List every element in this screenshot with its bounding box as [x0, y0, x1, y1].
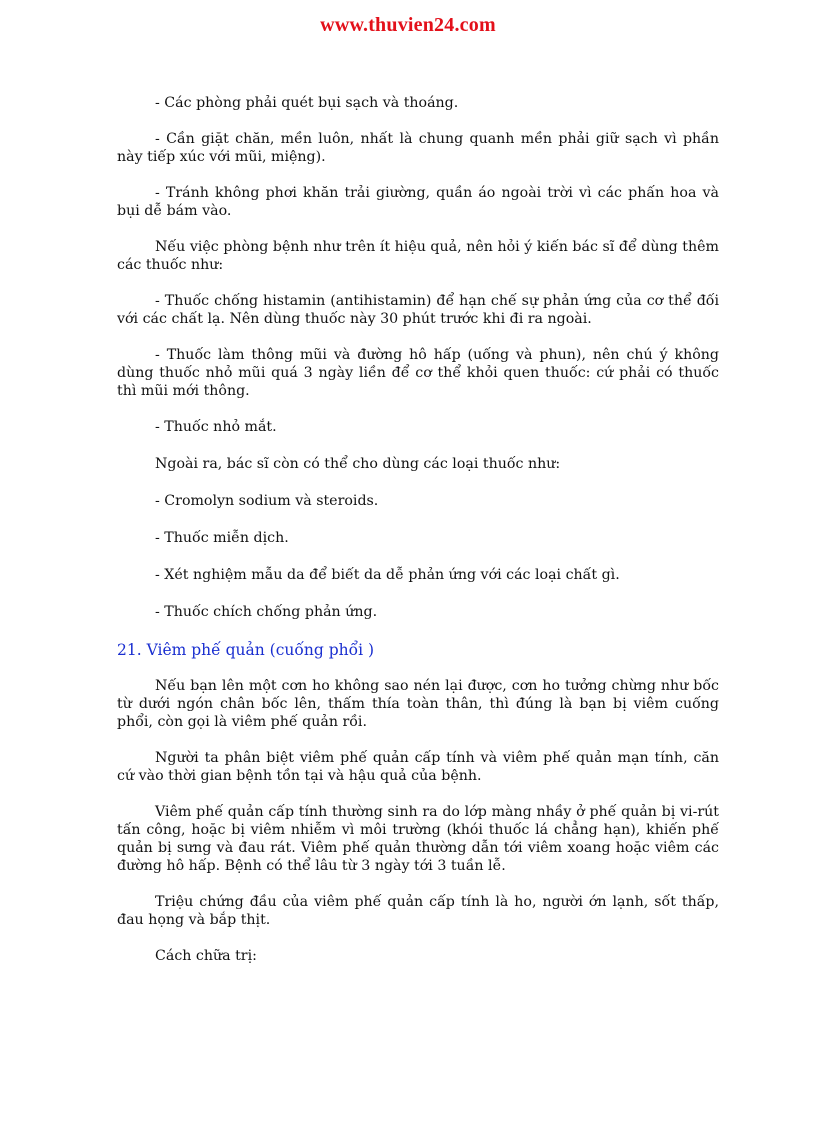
paragraph-bronchitis-intro: Nếu bạn lên một cơn ho không sao nén lại được, cơn ho tưởng chừng như bốc từ dưới ngón chân bốc lên, thấm thía toàn thân, thì đúng là bạn bị viêm cuống phổi, còn gọi là viêm phế quản rồi.	[117, 678, 719, 730]
site-header-link[interactable]: www.thuvien24.com	[320, 14, 496, 36]
bullet-eye-drops: - Thuốc nhỏ mắt.	[155, 419, 277, 435]
bullet-cromolyn: - Cromolyn sodium và steroids.	[155, 493, 379, 509]
paragraph-symptoms: Triệu chứng đầu của viêm phế quản cấp tính là ho, người ớn lạnh, sốt thấp, đau họng và bắp thịt.	[117, 894, 719, 928]
bullet-clean-rooms: - Các phòng phải quét bụi sạch và thoáng.	[155, 95, 459, 111]
section-heading: 21. Viêm phế quản (cuống phổi )	[117, 641, 375, 659]
paragraph-acute-vs-chronic: Người ta phân biệt viêm phế quản cấp tính và viêm phế quản mạn tính, căn cứ vào thời gian bệnh tồn tại và hậu quả của bệnh.	[117, 750, 719, 784]
bullet-skin-test: - Xét nghiệm mẫu da để biết da dễ phản ứng với các loại chất gì.	[155, 567, 620, 583]
page-content	[117, 94, 719, 983]
bullet-decongestant: - Thuốc làm thông mũi và đường hô hấp (uống và phun), nên chú ý không dùng thuốc nhỏ mũi quá 3 ngày liền để cơ thể khỏi quen thuốc: cứ phải có thuốc thì mũi mới thông.	[117, 347, 719, 399]
paragraph-treatment-label: Cách chữa trị:	[155, 948, 257, 964]
paragraph-acute-causes: Viêm phế quản cấp tính thường sinh ra do lớp màng nhầy ở phế quản bị vi-rút tấn công, hoặc bị viêm nhiễm vì môi trường (khói thuốc lá chẳng hạn), khiến phế quản bị sưng và đau rát. Viêm phế quản thường dẫn tới viêm xoang hoặc viêm các đường hô hấp. Bệnh có thể lâu từ 3 ngày tới 3 tuần lễ.	[117, 804, 719, 874]
bullet-immunotherapy: - Thuốc miễn dịch.	[155, 530, 289, 546]
paragraph-consult-doctor: Nếu việc phòng bệnh như trên ít hiệu quả, nên hỏi ý kiến bác sĩ để dùng thêm các thuốc như:	[117, 239, 719, 273]
bullet-allergy-shots: - Thuốc chích chống phản ứng.	[155, 604, 378, 620]
paragraph-other-drugs: Ngoài ra, bác sĩ còn có thể cho dùng các loại thuốc như:	[155, 456, 561, 472]
bullet-no-outdoor-drying: - Tránh không phơi khăn trải giường, quần áo ngoài trời vì các phấn hoa và bụi dễ bám vào.	[117, 185, 719, 219]
bullet-wash-blankets: - Cần giặt chăn, mền luôn, nhất là chung quanh mền phải giữ sạch vì phần này tiếp xúc với mũi, miệng).	[117, 131, 719, 165]
bullet-antihistamine: - Thuốc chống histamin (antihistamin) để hạn chế sự phản ứng của cơ thể đối với các chất lạ. Nên dùng thuốc này 30 phút trước khi đi ra ngoài.	[117, 293, 719, 327]
